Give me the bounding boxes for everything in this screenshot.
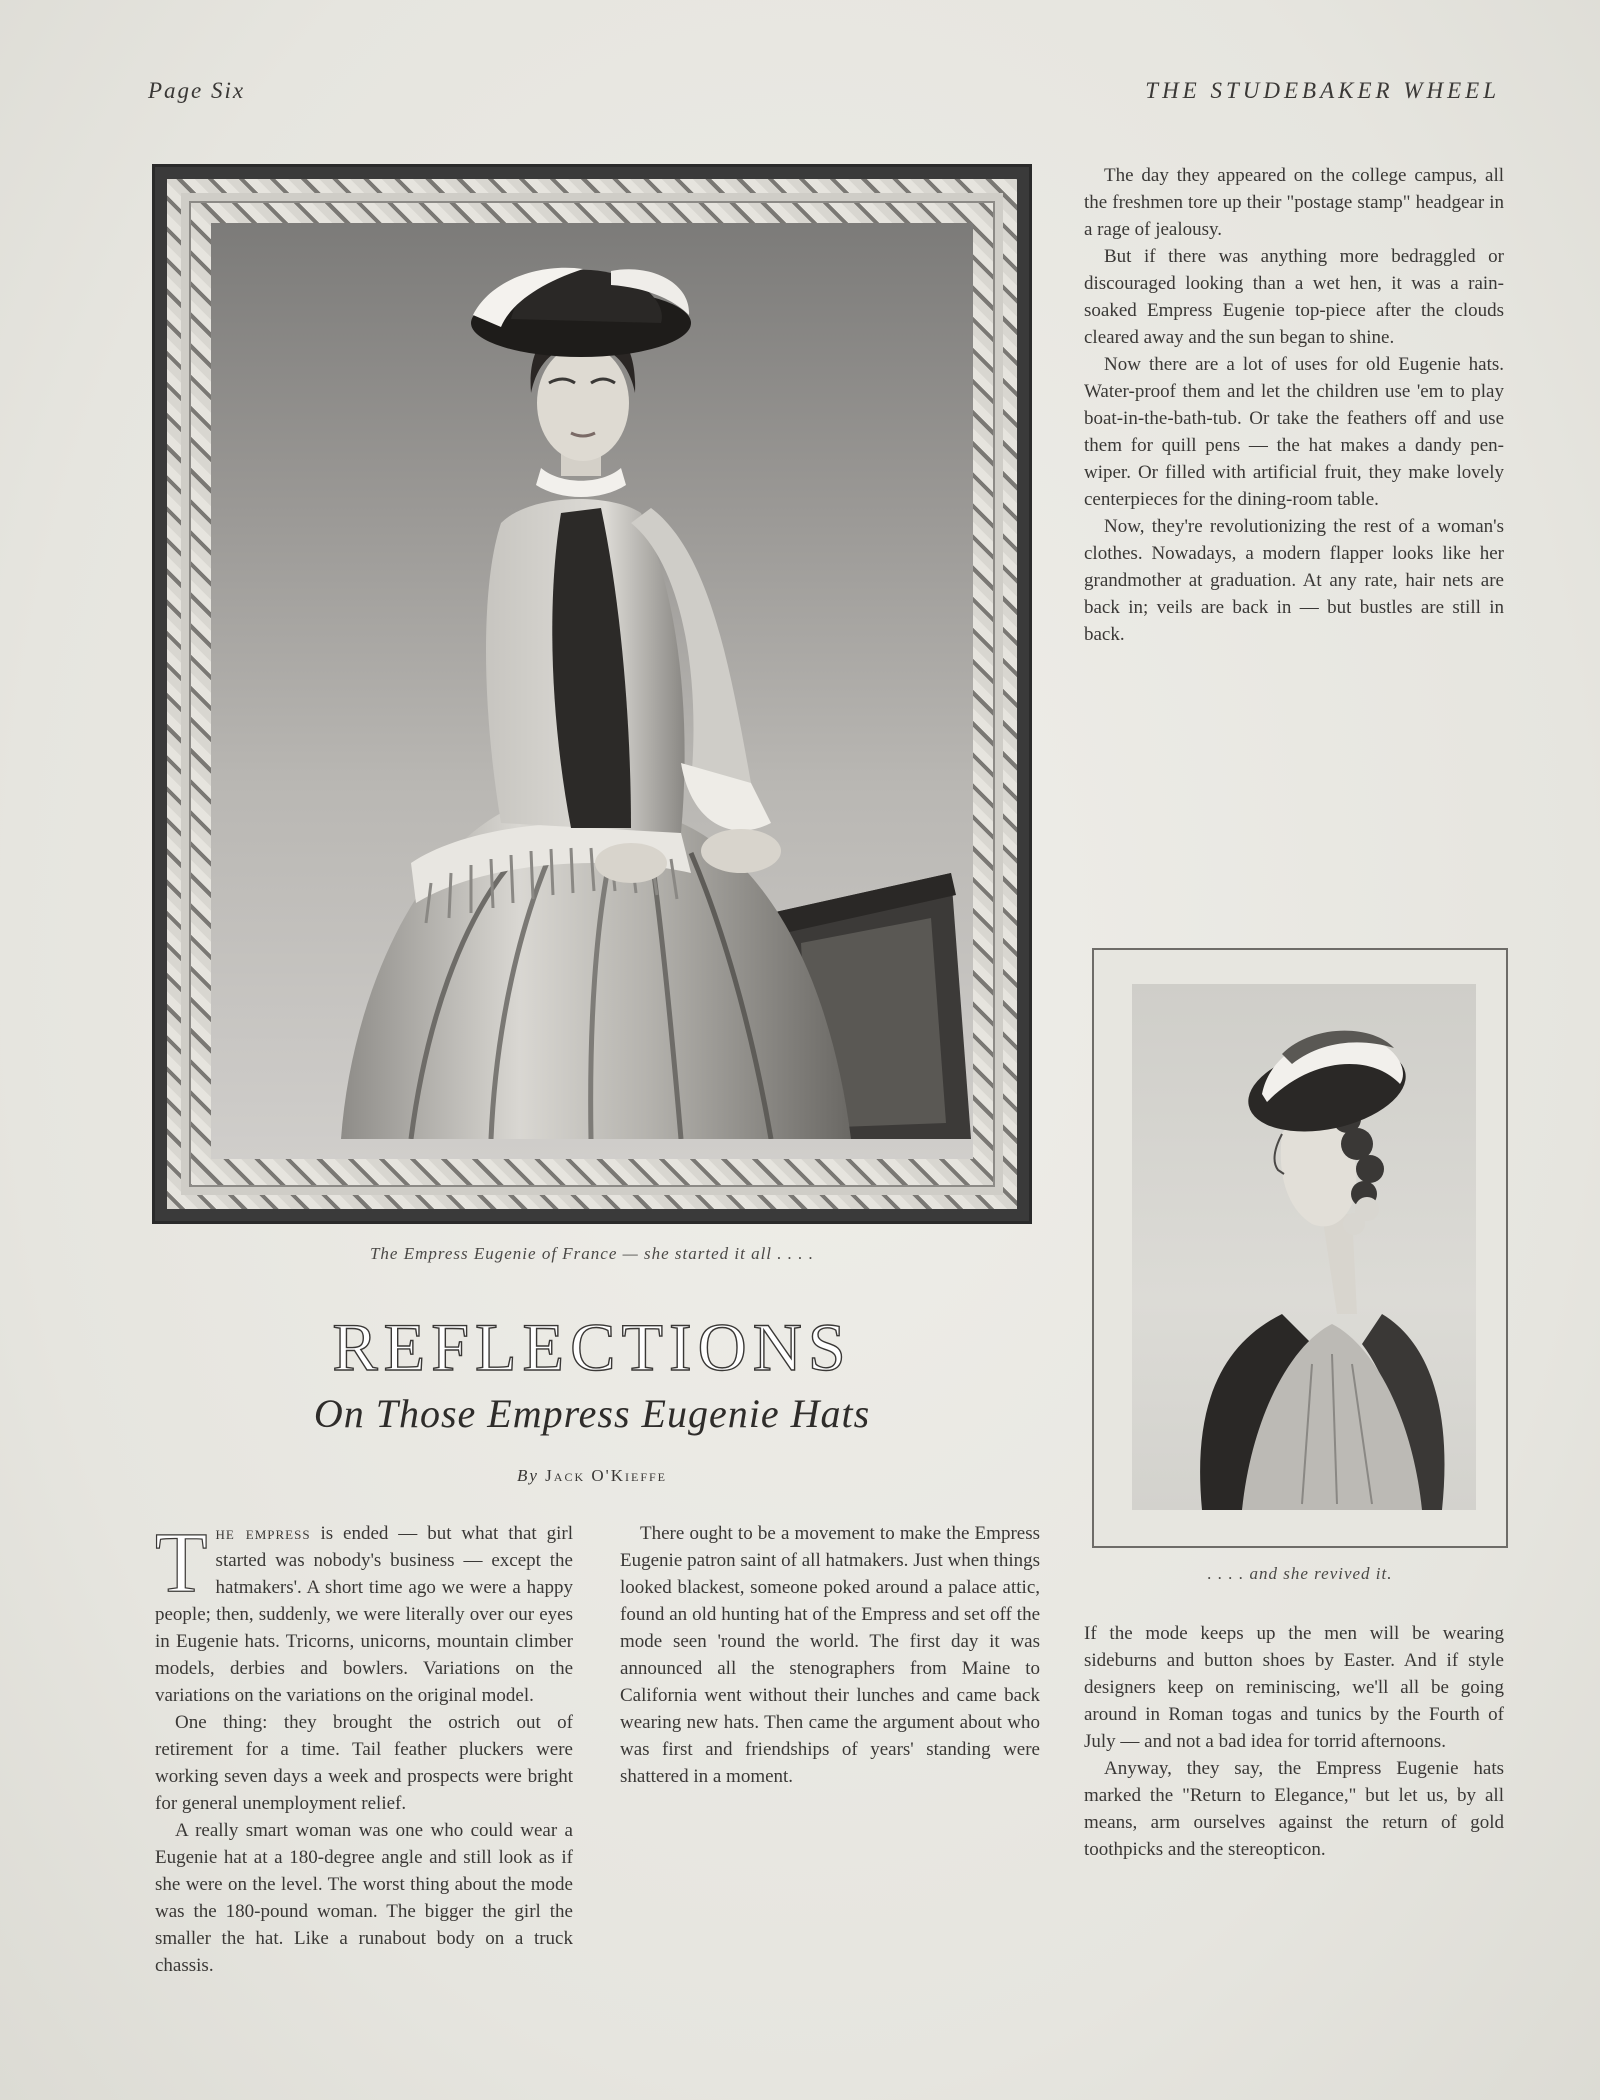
paragraph-1	[155, 1514, 573, 1709]
article-subtitle: On Those Empress Eugenie Hats	[313, 1391, 871, 1436]
paragraph-1-text: is ended — but what that girl started was nobody's business — except the hatmakers'. A short time ago we were a happy people; then, suddenly, we were literally over our eyes in Eugenie hats. Tricorns, unicorns, mountain climber models, derbies and bowlers. Variations on the variations on the variations on the original model.	[155, 1523, 573, 1706]
sketch-caption: . . . . and she revived it.	[1207, 1564, 1393, 1583]
article-column-1	[155, 1514, 573, 1979]
drop-cap: T	[155, 1514, 208, 1610]
paragraph-7: Now there are a lot of uses for old Eugenie hats. Water-proof them and let the children use 'em to play boat-in-the-bath-tub. Or take the feathers off and use them for quill pens — the hat makes a dandy pen-wiper. Or filled with artificial fruit, they make lovely centerpieces for the dining-room table.	[1084, 354, 1504, 510]
empress-portrait-photo	[211, 223, 973, 1159]
flapper-sketch-illustration	[1132, 984, 1476, 1510]
article-column-3-upper	[1084, 162, 1504, 648]
paragraph-3: A really smart woman was one who could wear a Eugenie hat at a 180-degree angle and still look as if she were on the level. The worst thing about the mode was the 180-pound woman. The bigger the girl the smaller the hat. Like a runabout body on a truck chassis.	[155, 1820, 573, 1976]
paragraph-6: But if there was anything more bedraggled or discouraged looking than a wet hen, it was a rain-soaked Empress Eugenie top-piece after the clouds cleared away and the sun began to shine.	[1084, 246, 1504, 348]
paragraph-8: Now, they're revolutionizing the rest of a woman's clothes. Nowadays, a modern flapper looks like her grandmother at graduation. At any rate, hair nets are back in; veils are back in — but bustles are still in back.	[1084, 516, 1504, 645]
paragraph-5: The day they appeared on the college campus, all the freshmen tore up their "postage stamp" headgear in a rage of jealousy.	[1084, 165, 1504, 240]
flapper-sketch-drawing	[1132, 984, 1476, 1510]
paragraph-9: If the mode keeps up the men will be wearing sideburns and button shoes by Easter. And if style designers keep on reminiscing, we'll all be going around in Roman togas and tunics by the Fourth of July — and not a bad idea for torrid afternoons.	[1084, 1623, 1504, 1752]
publication-title: THE STUDEBAKER WHEEL	[1145, 78, 1500, 103]
empress-portrait-illustration	[211, 223, 973, 1139]
article-column-2	[620, 1520, 1040, 1790]
paragraph-4: There ought to be a movement to make the Empress Eugenie patron saint of all hatmakers. Just when things looked blackest, someone poked around a palace attic, found an old hunting hat of the Empress and set off the mode seen 'round the world. The first day it was announced all the stenographers from Maine to California went without their lunches and came back wearing new hats. Then came the argument about who was first and friendships of years' standing were shattered in a moment.	[620, 1523, 1040, 1787]
article-column-3-lower	[1084, 1620, 1504, 1863]
ornamental-frame-border	[167, 179, 1017, 1209]
paragraph-2: One thing: they brought the ostrich out of retirement for a time. Tail feather pluckers were working seven days a week and prospects were bright for general unemployment relief.	[155, 1712, 573, 1814]
paragraph-10: Anyway, they say, the Empress Eugenie hats marked the "Return to Elegance," but let us, by all means, arm ourselves against the return of gold toothpicks and the stereopticon.	[1084, 1758, 1504, 1860]
portrait-caption: The Empress Eugenie of France — she started it all . . . .	[369, 1244, 815, 1263]
portrait-frame	[152, 164, 1032, 1224]
byline-prefix: By	[516, 1466, 539, 1485]
flapper-sketch-frame	[1092, 948, 1508, 1548]
byline-author: Jack O'Kieffe	[545, 1466, 667, 1485]
article-byline	[152, 1466, 1032, 1486]
article-title: REFLECTIONS	[332, 1309, 852, 1385]
page-number-label: Page Six	[148, 78, 246, 103]
lead-in-smallcaps: he empress	[215, 1523, 311, 1544]
